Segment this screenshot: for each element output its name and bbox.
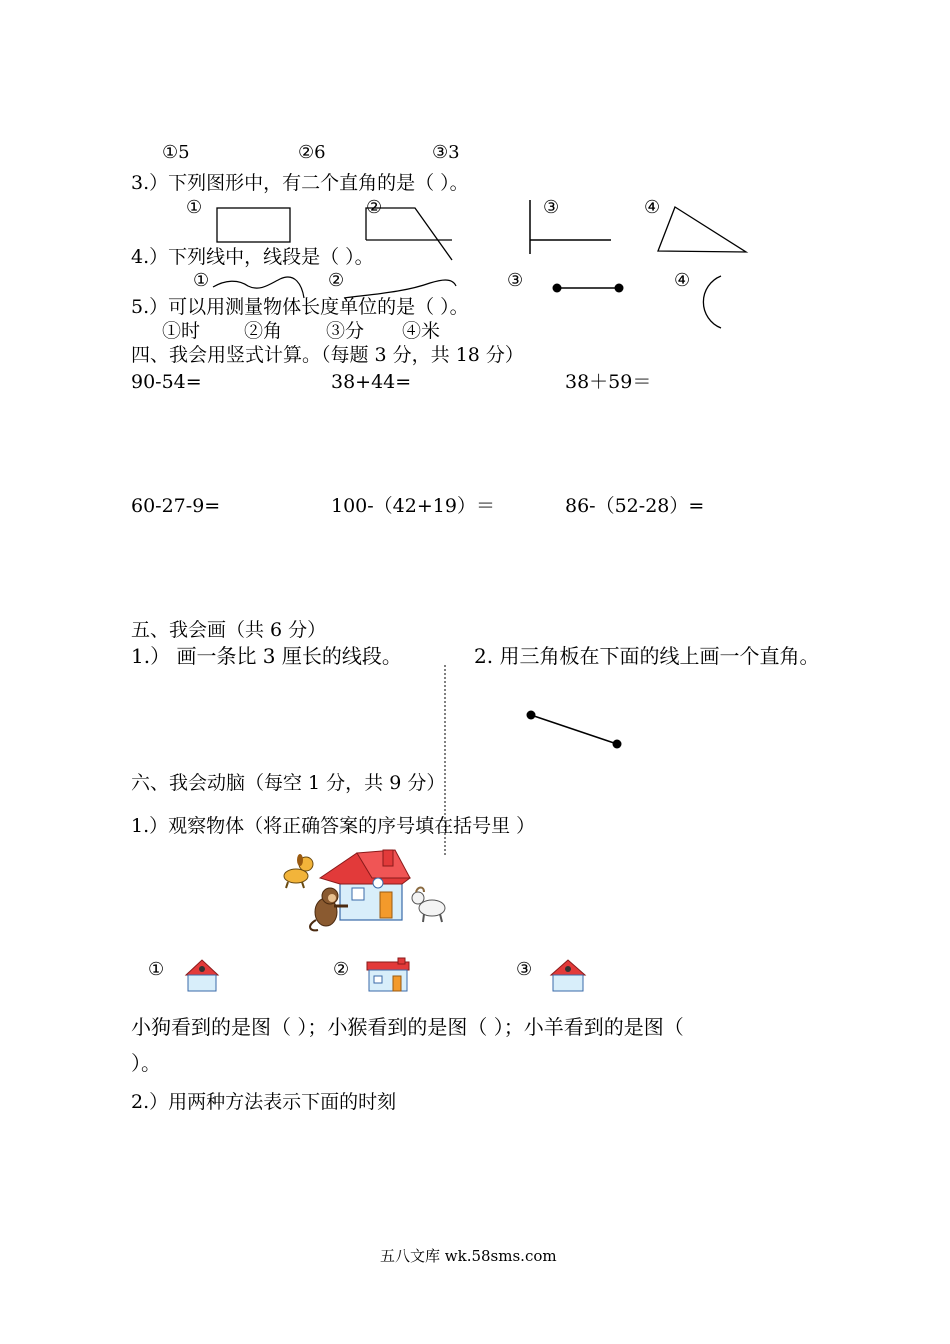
problem-5: 100-（42+19）＝: [331, 495, 495, 517]
view-label-2: ②: [333, 959, 350, 980]
q4-label-4: ④: [674, 270, 691, 291]
q3-label-4: ④: [644, 197, 661, 218]
q4-question: 4.）下列线中，线段是（ ）。: [131, 246, 374, 268]
observation-scene: [284, 850, 445, 930]
view-label-3: ③: [516, 959, 533, 980]
problem-2: 38+44=: [331, 371, 412, 393]
answer-line-1: 小狗看到的是图（ ）；小猴看到的是图（ ）；小羊看到的是图（: [131, 1015, 684, 1039]
q3-trapezoid-shape: [366, 208, 452, 260]
house-window: [352, 888, 364, 900]
q5-question: 5.）可以用测量物体长度单位的是（ ）。: [131, 296, 469, 318]
q5-option-3: ③分: [326, 320, 365, 342]
footer-text: 五八文库 wk.58sms.com: [380, 1247, 557, 1265]
problem-4: 60-27-9=: [131, 495, 221, 517]
q3-label-1: ①: [186, 197, 203, 218]
house-chimney: [383, 850, 393, 866]
problem-1: 90-54=: [131, 371, 202, 393]
section6-q1: 1.）观察物体（将正确答案的序号填在括号里 ）: [131, 815, 536, 837]
q4-arc-shape: [703, 276, 721, 328]
view-3-house-side-icon: [551, 960, 585, 991]
q3-label-3: ③: [543, 197, 560, 218]
q3-question: 3.）下列图形中，有二个直角的是（ ）。: [131, 172, 469, 194]
view-label-1: ①: [148, 959, 165, 980]
dog-icon: [284, 854, 313, 888]
q4-segment-shape: [553, 284, 624, 293]
view-2-house-front-icon: [367, 958, 409, 991]
q2-option-1: ①5: [162, 142, 190, 163]
section5-q1: 1.） 画一条比 3 厘长的线段。: [131, 644, 402, 668]
q5-option-2: ②角: [244, 320, 283, 342]
q2-option-2: ②6: [298, 142, 326, 163]
q3-label-2: ②: [366, 197, 383, 218]
section5-given-segment: [527, 711, 622, 749]
q4-label-1: ①: [193, 270, 210, 291]
answer-line-2: ）。: [131, 1051, 161, 1075]
q4-label-2: ②: [328, 270, 345, 291]
section5-title: 五、我会画（共 6 分）: [131, 619, 327, 641]
q3-rectangle-shape: [217, 208, 290, 242]
q4-label-3: ③: [507, 270, 524, 291]
problem-3: 38＋59＝: [565, 371, 652, 393]
q5-option-4: ④米: [402, 320, 441, 342]
section5-q2: 2. 用三角板在下面的线上画一个直角。: [474, 644, 820, 668]
q3-triangle-shape: [658, 207, 746, 252]
problem-6: 86-（52-28）=: [565, 495, 705, 517]
house-round-window: [373, 878, 383, 888]
section6-q2: 2.）用两种方法表示下面的时刻: [131, 1091, 397, 1113]
q2-option-3: ③3: [432, 142, 460, 163]
q4-curve-1: [213, 277, 304, 298]
goat-icon: [412, 888, 445, 923]
q3-right-angle-shape: [530, 200, 611, 254]
section4-title: 四、我会用竖式计算。（每题 3 分，共 18 分）: [131, 344, 524, 366]
section6-title: 六、我会动脑（每空 1 分，共 9 分）: [131, 772, 446, 794]
q5-option-1: ①时: [162, 320, 201, 342]
house-door: [380, 892, 392, 918]
q4-curve-2: [344, 280, 456, 298]
view-1-house-side-icon: [186, 960, 218, 991]
